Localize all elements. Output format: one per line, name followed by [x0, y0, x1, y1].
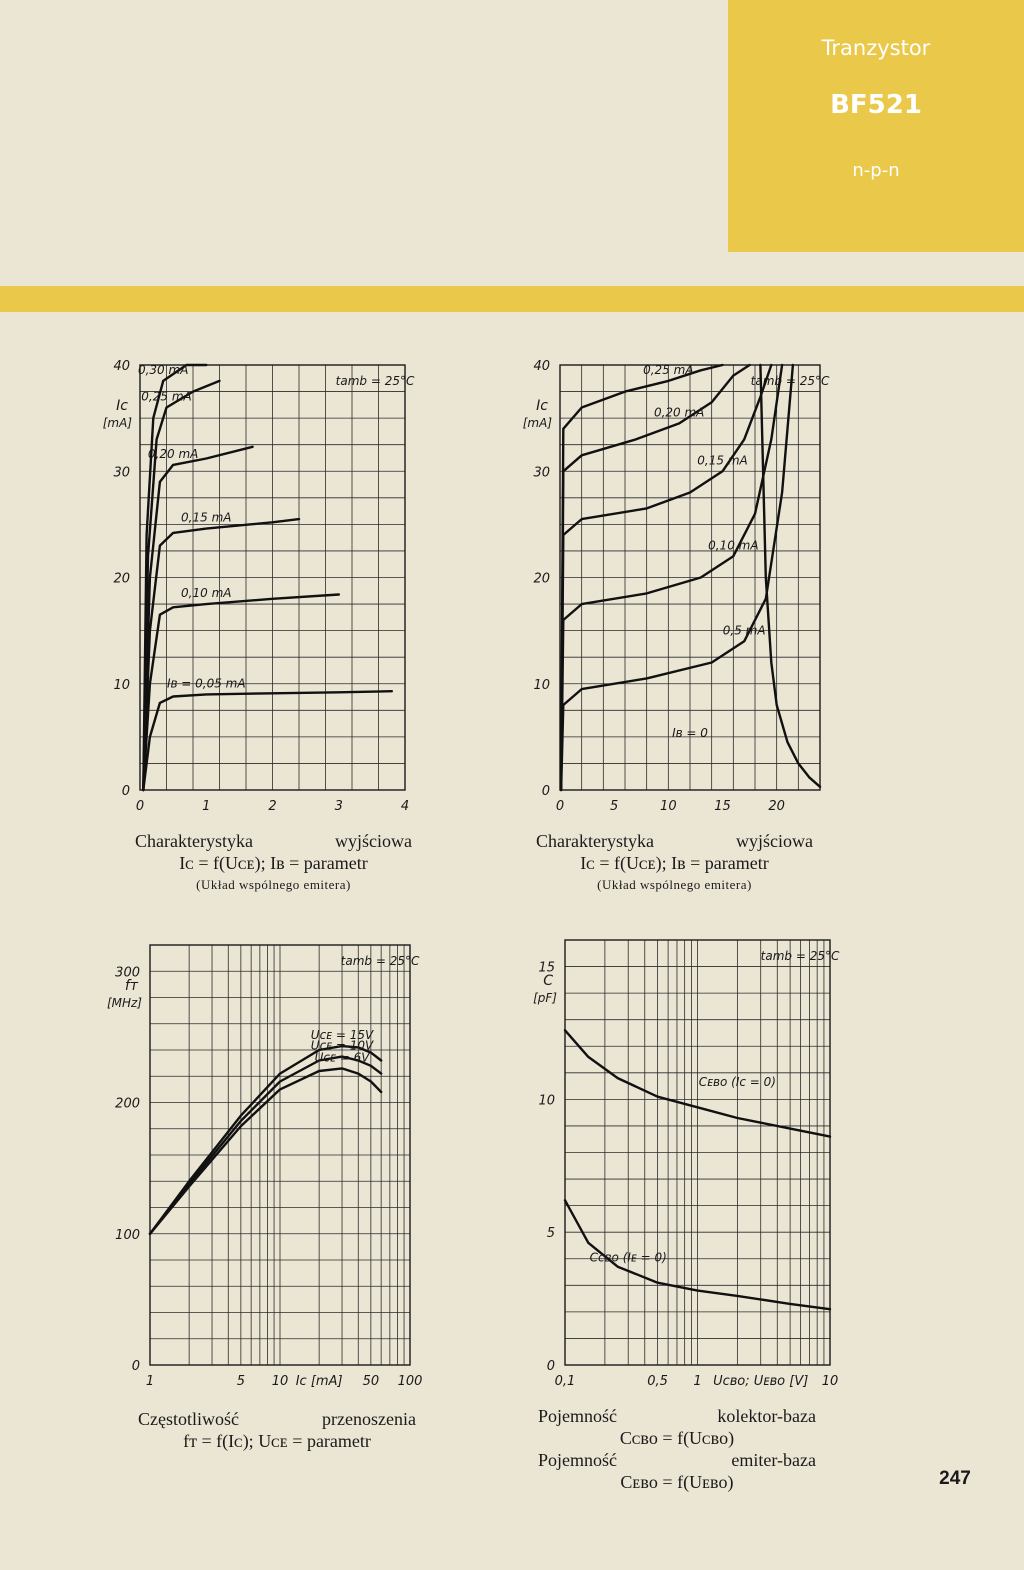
x-tick-label: Iᴄ [mA]	[295, 1374, 343, 1389]
chart-svg	[520, 935, 840, 1395]
y-tick-label: 20	[533, 571, 550, 587]
header-type: n-p-n	[852, 160, 900, 181]
y-tick-label: 30	[113, 465, 130, 481]
series-label: 0,10 mA	[708, 538, 759, 553]
x-tick-label: 2	[268, 799, 277, 814]
series-label: Cᴄʙᴏ (Iᴇ = 0)	[589, 1250, 667, 1265]
caption-4-l2-right: emiter-baza	[731, 1450, 816, 1470]
chart-svg	[520, 350, 830, 820]
series-label: Iʙ = 0	[672, 725, 708, 740]
x-tick-label: 20	[768, 799, 785, 814]
y-tick-label: 10	[113, 677, 130, 693]
x-tick-label: 10	[271, 1374, 289, 1389]
series-label: Uᴄᴇ = 6V	[314, 1050, 370, 1065]
caption-2-formula: Iᴄ = f(Uᴄᴇ); Iʙ = parametr	[580, 853, 769, 873]
caption-2-note: (Układ wspólnego emitera)	[597, 877, 752, 892]
series-label: Uᴄᴇ = 15V	[310, 1028, 374, 1043]
x-tick-label: 0,1	[554, 1374, 576, 1389]
series-label: Cᴇʙᴏ (Iᴄ = 0)	[698, 1075, 776, 1090]
series-label: 0,15 mA	[181, 510, 232, 525]
y-axis-label: fᴛ	[124, 978, 138, 994]
condition-label: tamb = 25°C	[750, 374, 830, 388]
y-tick-label: 5	[546, 1226, 555, 1242]
x-tick-label: 5	[610, 799, 619, 814]
y-tick-label: 30	[533, 465, 550, 481]
series-label: 0,20 mA	[653, 405, 705, 420]
y-tick-label: 10	[538, 1093, 555, 1109]
x-tick-label: 5	[236, 1374, 246, 1389]
y-tick-label: 0	[546, 1359, 555, 1374]
series-line	[150, 1068, 381, 1233]
chart-grid	[565, 940, 830, 1365]
series-label: Uᴄᴇ = 10V	[310, 1038, 374, 1053]
x-tick-label: 0	[135, 799, 145, 814]
y-tick-label: 40	[533, 359, 550, 374]
series-label: 0,30 mA	[137, 362, 189, 377]
x-tick-label: 1	[145, 1374, 155, 1389]
x-tick-label: 3	[334, 799, 343, 814]
y-tick-label: 10	[533, 677, 550, 693]
y-tick-label: 300	[115, 965, 140, 981]
caption-chart-2	[536, 830, 813, 896]
caption-4-l2-left: Pojemność	[538, 1450, 617, 1470]
header-model: BF521	[830, 90, 922, 120]
condition-label: tamb = 25°C	[760, 949, 840, 963]
y-axis-unit: [mA]	[102, 416, 132, 430]
caption-2-left: Charakterystyka	[536, 831, 654, 851]
caption-chart-4	[538, 1405, 816, 1493]
x-tick-label: 15	[714, 799, 731, 814]
caption-3-left: Częstotliwość	[138, 1409, 239, 1429]
caption-1-right: wyjściowa	[335, 831, 412, 851]
y-tick-label: 200	[115, 1096, 140, 1112]
series-line	[143, 691, 391, 790]
caption-1-formula: Iᴄ = f(Uᴄᴇ); Iʙ = parametr	[179, 853, 368, 873]
caption-4-l1-left: Pojemność	[538, 1406, 617, 1426]
x-tick-label: 4	[400, 799, 410, 814]
chart-output-characteristic-2	[520, 350, 830, 820]
series-label: Iʙ = 0,05 mA	[166, 676, 246, 691]
y-tick-label: 20	[113, 571, 130, 587]
x-tick-label: 0,5	[647, 1374, 668, 1389]
x-tick-label: 100	[397, 1374, 423, 1389]
chart-grid	[137, 362, 405, 790]
y-axis-unit: [MHz]	[106, 996, 142, 1010]
y-axis-label: Iᴄ	[116, 398, 128, 414]
series-label: 0,10 mA	[181, 586, 232, 601]
x-tick-label: 1	[202, 799, 211, 814]
x-tick-label: Uᴄʙᴏ; Uᴇʙᴏ [V]	[713, 1374, 809, 1389]
caption-4-l2-formula: Cᴇʙᴏ = f(Uᴇʙᴏ)	[620, 1472, 734, 1492]
y-axis-unit: [pF]	[533, 991, 557, 1005]
x-tick-label: 10	[821, 1374, 839, 1389]
chart-svg	[102, 350, 420, 820]
caption-4-l1-formula: Cᴄʙᴏ = f(Uᴄʙᴏ)	[619, 1428, 735, 1448]
condition-label: tamb = 25°C	[340, 954, 420, 968]
caption-4-l1-right: kolektor-baza	[717, 1406, 816, 1426]
condition-label: tamb = 25°C	[335, 374, 415, 388]
series-label: 0,25 mA	[643, 362, 694, 377]
series-label: 0,15 mA	[697, 453, 748, 468]
y-tick-label: 0	[541, 784, 550, 799]
caption-3-right: przenoszenia	[322, 1409, 416, 1429]
y-axis-label: Iᴄ	[536, 398, 548, 414]
page-number: 247	[939, 1468, 971, 1489]
x-tick-label: 0	[555, 799, 565, 814]
y-tick-label: 100	[115, 1227, 140, 1243]
caption-1-left: Charakterystyka	[135, 831, 253, 851]
series-line	[150, 1046, 381, 1234]
y-axis-label: C	[543, 973, 553, 989]
y-axis-unit: [mA]	[522, 416, 552, 430]
caption-chart-1	[135, 830, 412, 896]
accent-stripe	[0, 286, 1024, 312]
x-tick-label: 10	[660, 799, 677, 814]
y-tick-label: 40	[113, 359, 130, 374]
caption-3-formula: fᴛ = f(Iᴄ); Uᴄᴇ = parametr	[183, 1431, 371, 1451]
chart-output-characteristic-1	[102, 350, 420, 820]
y-tick-label: 0	[131, 1359, 140, 1374]
x-tick-label: 50	[362, 1374, 380, 1389]
chart-svg	[100, 935, 430, 1395]
caption-chart-3	[138, 1408, 416, 1452]
header-title: Tranzystor	[821, 36, 931, 60]
header-box	[728, 0, 1024, 252]
chart-capacitance	[520, 935, 840, 1395]
caption-2-right: wyjściowa	[736, 831, 813, 851]
series-label: 0,5 mA	[722, 623, 766, 638]
y-tick-label: 0	[121, 784, 130, 799]
series-label: 0,25 mA	[141, 389, 192, 404]
caption-1-note: (Układ wspólnego emitera)	[196, 877, 351, 892]
x-tick-label: 1	[693, 1374, 702, 1389]
series-label: 0,20 mA	[147, 446, 199, 461]
chart-grid	[150, 945, 410, 1365]
y-tick-label: 15	[538, 960, 555, 976]
chart-transition-frequency	[100, 935, 430, 1395]
